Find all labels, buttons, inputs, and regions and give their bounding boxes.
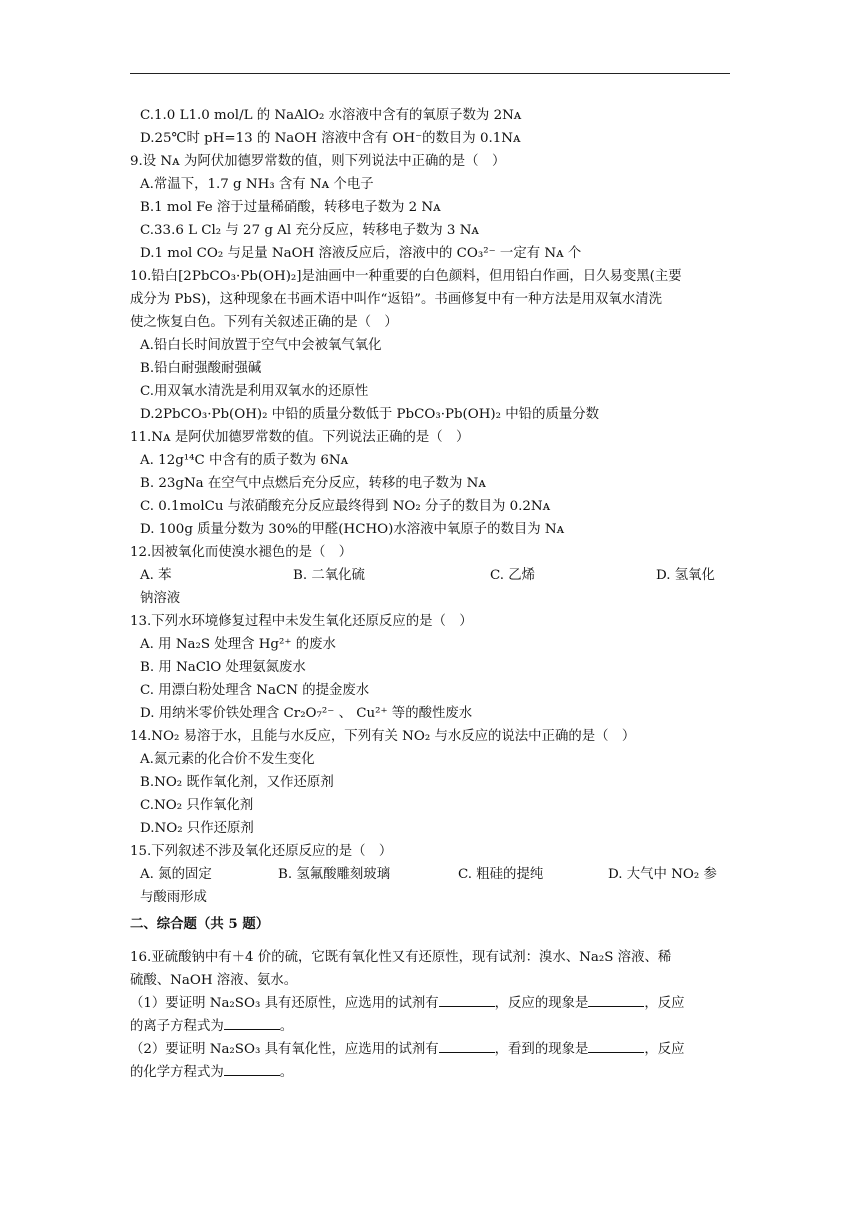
q15-option-b: B. 氢氟酸雕刻玻璃 [278,867,391,882]
exam-page [130,104,730,1084]
q10-option-c: C.用双氧水清洗是利用双氧水的还原性 [140,384,369,399]
q9-option-d: D.1 mol CO₂ 与足量 NaOH 溶液反应后，溶液中的 CO₃²⁻ 一定有 Nᴀ 个 [140,246,582,261]
q12-stem: 12.因被氧化而使溴水褪色的是（ ） [130,545,353,560]
q16-part2-text-c: ，反应 [644,1042,685,1057]
q9-option-c: C.33.6 L Cl₂ 与 27 g Al 充分反应，转移电子数为 3 Nᴀ [140,223,479,238]
q10-option-b: B.铅白耐强酸耐强碱 [140,361,262,376]
q11-option-d: D. 100g 质量分数为 30%的甲醛(HCHO)水溶液中氧原子的数目为 Nᴀ [140,522,565,537]
q16-part2-blank-equation[interactable] [224,1061,280,1076]
q14-option-c: C.NO₂ 只作氧化剂 [140,798,254,813]
q8-option-d: D.25℃时 pH=13 的 NaOH 溶液中含有 OH⁻的数目为 0.1Nᴀ [140,131,521,146]
q16-part1-line1 [130,992,730,1015]
q12-options-row [130,564,730,587]
header-rule [130,73,730,74]
q13-stem: 13.下列水环境修复过程中未发生氧化还原反应的是（ ） [130,614,473,629]
q15-option-d: D. 大气中 NO₂ 参 [608,867,717,882]
q15-options-row [130,863,730,886]
q10-stem-line-1: 10.铅白[2PbCO₃·Pb(OH)₂]是油画中一种重要的白色颜料，但用铅白作画，日久易变黑(主要 [130,269,682,284]
q8-option-c: C.1.0 L1.0 mol/L 的 NaAlO₂ 水溶液中含有的氧原子数为 2Nᴀ [140,108,522,123]
q10-stem-line-3: 使之恢复白色。下列有关叙述正确的是（ ） [130,315,398,330]
q14-option-b: B.NO₂ 既作氧化剂，又作还原剂 [140,775,334,790]
q11-option-c: C. 0.1molCu 与浓硝酸充分反应最终得到 NO₂ 分子的数目为 0.2Nᴀ [140,499,551,514]
q13-option-c: C. 用漂白粉处理含 NaCN 的提金废水 [140,683,370,698]
q16-part1-text-c: ，反应 [644,996,685,1011]
q15-option-a: A. 氮的固定 [140,867,212,882]
q16-part1-text-b: ，反应的现象是 [494,996,589,1011]
q13-option-b: B. 用 NaClO 处理氨氮废水 [140,660,306,675]
q13-option-d: D. 用纳米零价铁处理含 Cr₂O₇²⁻ 、 Cu²⁺ 等的酸性废水 [140,706,473,721]
q16-part1-text-e: 。 [279,1019,294,1034]
q16-intro-line-2: 硫酸、NaOH 溶液、氨水。 [130,973,298,988]
q12-option-d: D. 氢氧化 [656,568,715,583]
q10-option-a: A.铅白长时间放置于空气中会被氧气氧化 [140,338,382,353]
q14-option-d: D.NO₂ 只作还原剂 [140,821,254,836]
q16-part2-text-b: ，看到的现象是 [494,1042,589,1057]
q13-option-a: A. 用 Na₂S 处理含 Hg²⁺ 的废水 [140,637,336,652]
q12-option-a: A. 苯 [140,568,172,583]
q15-option-d-wrap: 与酸雨形成 [140,890,207,905]
q16-part1-text-d: 的离子方程式为 [130,1019,224,1034]
q16-part2-text-e: 。 [279,1065,294,1080]
q11-stem: 11.Nᴀ 是阿伏加德罗常数的值。下列说法正确的是（ ） [130,430,470,445]
section-heading: 二、综合题（共 5 题） [130,916,270,932]
q16-part2-text-d: 的化学方程式为 [130,1065,224,1080]
q10-option-d: D.2PbCO₃·Pb(OH)₂ 中铅的质量分数低于 PbCO₃·Pb(OH)₂ 中铅的质量分数 [140,407,600,422]
q14-stem: 14.NO₂ 易溶于水，且能与水反应，下列有关 NO₂ 与水反应的说法中正确的是（ ） [130,729,636,744]
q10-stem-line-2: 成分为 PbS)，这种现象在书画术语中叫作“返铅”。书画修复中有一种方法是用双氧水清洗 [130,292,662,307]
q12-option-c: C. 乙烯 [490,568,536,583]
q9-stem: 9.设 Nᴀ 为阿伏加德罗常数的值，则下列说法中正确的是（ ） [130,154,506,169]
q9-option-a: A.常温下，1.7 g NH₃ 含有 Nᴀ 个电子 [140,177,374,192]
q16-intro-line-1: 16.亚硫酸钠中有＋4 价的硫，它既有氧化性又有还原性，现有试剂：溴水、Na₂S 溶液、稀 [130,950,672,965]
q16-part2-line2 [130,1061,730,1084]
q11-option-a: A. 12g¹⁴C 中含有的质子数为 6Nᴀ [140,453,349,468]
q16-part1-blank-reagents[interactable] [439,992,495,1007]
q14-option-a: A.氮元素的化合价不发生变化 [140,752,315,767]
q15-stem: 15.下列叙述不涉及氧化还原反应的是（ ） [130,844,393,859]
q16-part2-blank-phenomenon[interactable] [588,1038,644,1053]
q16-part1-blank-equation[interactable] [224,1015,280,1030]
q11-option-b: B. 23gNa 在空气中点燃后充分反应，转移的电子数为 Nᴀ [140,476,486,491]
q16-part2-text-a: （2）要证明 Na₂SO₃ 具有氧化性，应选用的试剂有 [130,1042,439,1057]
q16-part2-line1 [130,1038,730,1061]
q12-option-b: B. 二氧化硫 [293,568,365,583]
q16-part1-blank-phenomenon[interactable] [588,992,644,1007]
q12-option-d-wrap: 钠溶液 [140,591,181,606]
q16-part1-text-a: （1）要证明 Na₂SO₃ 具有还原性，应选用的试剂有 [130,996,439,1011]
q16-part2-blank-reagents[interactable] [439,1038,495,1053]
q15-option-c: C. 粗硅的提纯 [458,867,544,882]
q9-option-b: B.1 mol Fe 溶于过量稀硝酸，转移电子数为 2 Nᴀ [140,200,441,215]
q16-part1-line2 [130,1015,730,1038]
